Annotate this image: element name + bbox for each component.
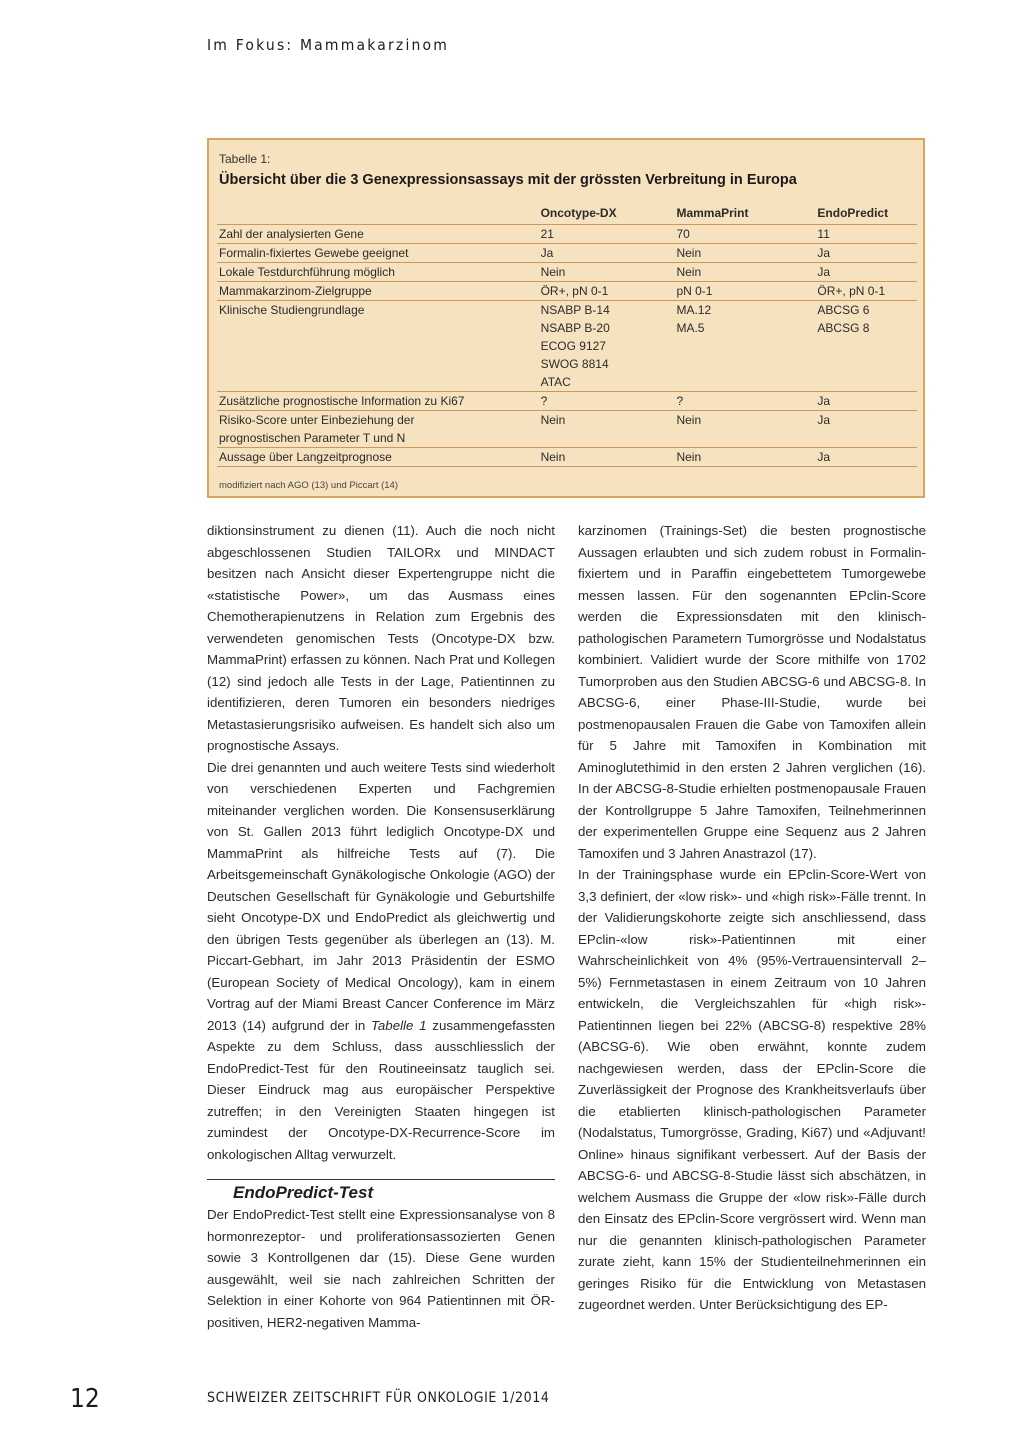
section-rule [207, 1179, 555, 1180]
table-cell: Nein [539, 448, 675, 467]
table-cell: Nein [539, 263, 675, 282]
table-cell: Lokale Testdurchführung möglich [217, 263, 539, 282]
running-head: Im Fokus: Mammakarzinom [207, 36, 450, 54]
paragraph: Der EndoPredict-Test stellt eine Expressionsanalyse von 8 hormonrezeptor- und proliferationsassozierten Genen sowie 3 Kontrollgenen dar (15). Diese Gene wurden ausgewählt, weil sie nach zahlreichen Schritten der Selektion in einer Kohorte von 964 Patientinnen mit ÖR-positiven, HER2-negativen Mamma- [207, 1207, 555, 1330]
paragraph: diktionsinstrument zu dienen (11). Auch die noch nicht abgeschlossenen Studien TAILORx und MINDACT besitzen nach Ansicht dieser Expertengruppe nicht die «statistische Power», um das Ausmass eines Chemotherapienutzens in Relation zum Ergebnis des verwendeten genomischen Tests (Oncotype-DX bzw. MammaPrint) erfassen zu können. Nach Prat und Kollegen (12) sind jedoch alle Tests in der Lage, Patientinnen zu identifizieren, deren Tumoren ein besonders niedriges Metastasierungsrisiko aufweisen. Es handelt sich also um prognostische Assays. [207, 523, 555, 753]
table-cell: MA.12 MA.5 [674, 301, 815, 392]
section-heading: EndoPredict-Test [233, 1183, 374, 1202]
table-cell: Zahl der analysierten Gene [217, 225, 539, 244]
table-cell: Risiko-Score unter Einbeziehung der prognostischen Parameter T und N [217, 411, 539, 448]
table-cell: 21 [539, 225, 675, 244]
table-cell: Aussage über Langzeitprognose [217, 448, 539, 467]
table-cell: Ja [815, 244, 917, 263]
table-cell: NSABP B-14 NSABP B-20 ECOG 9127 SWOG 8814 ATAC [539, 301, 675, 392]
table-cell: ÖR+, pN 0-1 [815, 282, 917, 301]
table-cell: Ja [815, 392, 917, 411]
paragraph-text: Die drei genannten und auch weitere Tests sind wiederholt von verschiedenen Experten und Fachgremien miteinander verglichen worden. Die Konsensuserklärung von St. Gallen 2013 führt lediglich Oncotype-DX und MammaPrint als hilfreiche Tests auf (7). Die Arbeitsgemeinschaft Gynäkologische Onkologie (AGO) der Deutschen Gesellschaft für Gynäkologie und Geburtshilfe sieht Oncotype-DX und EndoPredict als gleichwertig und den übrigen Tests gegenüber als überlegen an (13). M. Piccart-Gebhart, im Jahr 2013 Präsidentin der ESMO (European Society of Medical Oncology), kam in einem Vortrag auf der Miami Breast Cancer Conference im März 2013 (14) aufgrund der in [207, 759, 555, 1033]
table-cell: 11 [815, 225, 917, 244]
table-cell: Nein [539, 411, 675, 448]
page-number: 12 [70, 1384, 100, 1414]
table-cell: Klinische Studiengrundlage [217, 301, 539, 392]
table-cell: ABCSG 6 ABCSG 8 [815, 301, 917, 392]
paragraph [207, 757, 555, 1166]
table-header-cell [217, 204, 539, 225]
table-label: Tabelle 1: [219, 152, 271, 166]
table-cell: Ja [815, 448, 917, 467]
table-row [217, 225, 917, 244]
table-box [207, 138, 925, 498]
table-cell: Nein [674, 411, 815, 448]
table-cell: 70 [674, 225, 815, 244]
table-cell: Ja [815, 263, 917, 282]
table-cell: pN 0-1 [674, 282, 815, 301]
table-cell: Nein [674, 244, 815, 263]
table-cell: ÖR+, pN 0-1 [539, 282, 675, 301]
table-row [217, 448, 917, 467]
table-title: Übersicht über die 3 Genexpressionsassays mit der grössten Verbreitung in Europa [219, 172, 797, 188]
paragraph: karzinomen (Trainings-Set) die besten prognostische Aussagen erlaubten und sich zudem robust in Formalin-fixiertem und in Paraffin eingebettetem Tumorgewebe messen lassen. Für den sogenannten EPclin-Score werden die Expressionsdaten mit den klinisch-pathologischen Parametern Tumorgrösse und Nodalstatus kombiniert. Validiert wurde der Score mithilfe von 1702 Tumorproben aus den Studien ABCSG-6 und ABCSG-8. In ABCSG-6, einer Phase-III-Studie, wurde bei postmenopausalen Frauen die Gabe von Tamoxifen allein für 5 Jahre mit Tamoxifen in Kombination mit Aminoglutethimid in den ersten 2 Jahren verglichen (16). In der ABCSG-8-Studie erhielten postmenopausale Frauen der Kontrollgruppe 5 Jahre Tamoxifen, Teilnehmerinnen der experimentellen Gruppe eine Sequenz aus 2 Jahren Tamoxifen und 3 Jahren Anastrazol (17). [578, 523, 926, 861]
table-cell: Nein [674, 448, 815, 467]
table-row [217, 263, 917, 282]
table-reference: Tabelle 1 [371, 1017, 427, 1033]
table-row [217, 411, 917, 448]
table-row [217, 282, 917, 301]
table-cell: Nein [674, 263, 815, 282]
table-header-row [217, 204, 917, 225]
table-cell: Ja [539, 244, 675, 263]
table-cell: ? [674, 392, 815, 411]
journal-title: SCHWEIZER ZEITSCHRIFT FÜR ONKOLOGIE 1/2014 [207, 1390, 550, 1406]
gene-expression-table [217, 204, 917, 467]
table-cell: Formalin-fixiertes Gewebe geeignet [217, 244, 539, 263]
left-column [207, 520, 555, 1333]
table-header-cell: EndoPredict [815, 204, 917, 225]
table-row [217, 244, 917, 263]
table-note: modifiziert nach AGO (13) und Piccart (14) [219, 480, 398, 491]
right-column [578, 520, 926, 1316]
table-header-cell: Oncotype-DX [539, 204, 675, 225]
table-cell: Zusätzliche prognostische Information zu Ki67 [217, 392, 539, 411]
table-cell: Mammakarzinom-Zielgruppe [217, 282, 539, 301]
paragraph-text: zusammengefassten Aspekte zu dem Schluss, dass ausschliesslich der EndoPredict-Test für den Routineeinsatz tauglich sei. Dieser Eindruck mag aus europäischer Perspektive zutreffen; in den Vereinigten Staaten hingegen ist zumindest der Oncotype-DX-Recurrence-Score im onkologischen Alltag verwurzelt. [207, 1017, 555, 1162]
table-header-cell: MammaPrint [674, 204, 815, 225]
paragraph: In der Trainingsphase wurde ein EPclin-Score-Wert von 3,3 definiert, der «low risk»- und «high risk»-Fälle trennt. In der Validierungskohorte zeigte sich anschliessend, dass EPclin-«low risk»-Patientinnen mit einer Wahrscheinlichkeit von 4% (95%-Vertrauensintervall 2–5%) Fernmetastasen in einem Zeitraum von 10 Jahren entwickeln, die Vergleichszahlen für «high risk»-Patientinnen liegen bei 22% (ABCSG-8) respektive 28% (ABCSG-6). Wie oben erwähnt, konnte zudem nachgewiesen werden, dass der EPclin-Score die Zuverlässigkeit der Prognose des Krankheitsverlaufs über die etablierten klinisch-pathologischen Parameter (Nodalstatus, Tumorgrösse, Grading, Ki67) und «Adjuvant! Online» hinaus signifikant verbessert. Auf der Basis der ABCSG-6- und ABCSG-8-Studie lässt sich abschätzen, in welchem Ausmass die Gruppe der «low risk»-Fälle durch den Einsatz des EPclin-Score vergrössert wird. Wenn man nur die genannten klinisch-pathologischen Parameter zurate zieht, kann 15% der Studienteilnehmerinnen ein geringes Risiko für die Entwicklung von Metastasen zugeordnet werden. Unter Berücksichtigung des EP- [578, 867, 926, 1312]
table-cell: Ja [815, 411, 917, 448]
table-cell: ? [539, 392, 675, 411]
table-row [217, 301, 917, 392]
table-row [217, 392, 917, 411]
